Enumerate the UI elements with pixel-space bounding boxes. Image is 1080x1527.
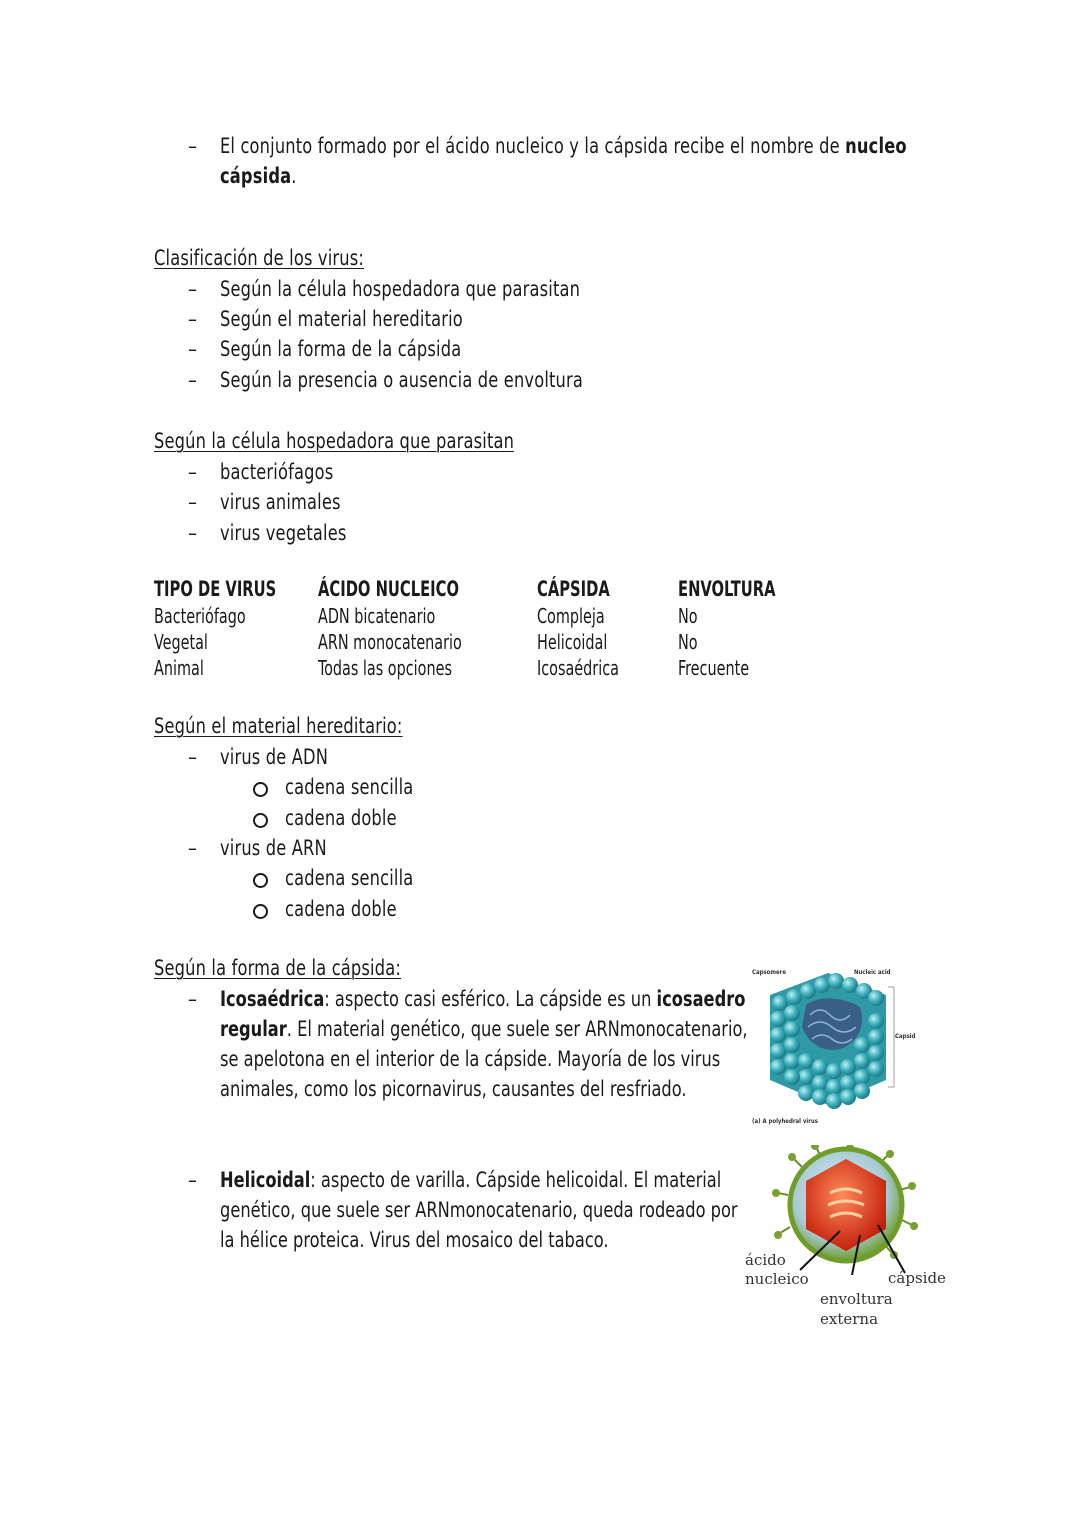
label-envoltura: envoltura xyxy=(820,1290,893,1308)
text: : aspecto casi esférico. La cápside es un xyxy=(324,987,657,1011)
material-heading: Según el material hereditario: xyxy=(154,714,403,738)
table-cell: ARN monocatenario xyxy=(318,630,462,654)
label-capsomere: Capsomere xyxy=(752,969,787,976)
material-subitem: cadena sencilla xyxy=(285,866,414,890)
bullet-dash: – xyxy=(188,307,197,331)
label-externa: externa xyxy=(820,1310,879,1328)
table-header: CÁPSIDA xyxy=(537,577,610,601)
material-subitem: cadena doble xyxy=(285,806,397,830)
bullet-dash: – xyxy=(188,134,197,158)
intro-period: . xyxy=(291,164,297,188)
intro-bold: nucleo xyxy=(845,134,907,158)
intro-paragraph-line2 xyxy=(220,161,297,191)
bullet-dash: – xyxy=(188,337,197,361)
material-subitem: cadena doble xyxy=(285,897,397,921)
bold-term: regular xyxy=(220,1017,287,1041)
table-cell: Icosaédrica xyxy=(537,656,619,680)
bullet-dash: – xyxy=(188,836,197,860)
material-rna: virus de ARN xyxy=(220,836,327,860)
table-cell: Vegetal xyxy=(154,630,208,654)
label-capsid: Capsid xyxy=(895,1033,916,1040)
table-cell: Animal xyxy=(154,656,204,680)
helicoidal-line3: la hélice proteica. Virus del mosaico del tabaco. xyxy=(220,1228,609,1252)
table-cell: Bacteriófago xyxy=(154,604,246,628)
term-helicoidal: Helicoidal xyxy=(220,1168,311,1192)
icosaedrica-line2 xyxy=(220,1014,748,1044)
classification-item: Según la forma de la cápsida xyxy=(220,337,462,361)
classification-item: Según el material hereditario xyxy=(220,307,463,331)
classification-item: Según la presencia o ausencia de envoltura xyxy=(220,368,584,392)
table-cell: Todas las opciones xyxy=(318,656,452,680)
text: . El material genético, que suele ser ARNmonocatenario, xyxy=(286,1017,748,1041)
helicoidal-line1 xyxy=(220,1165,721,1195)
label-nucleico: nucleico xyxy=(745,1270,809,1288)
bullet-dash: – xyxy=(188,745,197,769)
host-item: virus vegetales xyxy=(220,521,347,545)
enveloped-virus-figure xyxy=(740,1145,950,1335)
bold-term: icosaedro xyxy=(656,987,746,1011)
table-cell: Frecuente xyxy=(678,656,750,680)
table-header: TIPO DE VIRUS xyxy=(154,577,277,601)
intro-text: El conjunto formado por el ácido nucleico y la cápsida recibe el nombre de xyxy=(220,134,846,158)
bullet-dash: – xyxy=(188,460,197,484)
bullet-dash: – xyxy=(188,521,197,545)
bullet-dash: – xyxy=(188,1168,197,1192)
bullet-dash: – xyxy=(188,368,197,392)
capsid-heading: Según la forma de la cápsida: xyxy=(154,956,402,980)
icosaedrica-line4: animales, como los picornavirus, causantes del resfriado. xyxy=(220,1077,687,1101)
intro-bold-2: cápsida xyxy=(220,164,292,188)
bullet-circle xyxy=(253,873,268,888)
label-acido: ácido xyxy=(745,1251,786,1269)
bullet-circle xyxy=(253,782,268,797)
bullet-dash: – xyxy=(188,490,197,514)
figure-caption: (a) A polyhedral virus xyxy=(752,1118,818,1125)
polyhedral-virus-illustration xyxy=(748,965,928,1130)
text: : aspecto de varilla. Cápside helicoidal. El material xyxy=(310,1168,722,1192)
table-cell: Compleja xyxy=(537,604,605,628)
bullet-dash: – xyxy=(188,277,197,301)
classification-item: Según la célula hospedadora que parasitan xyxy=(220,277,581,301)
table-cell: Helicoidal xyxy=(537,630,608,654)
bullet-dash: – xyxy=(188,987,197,1011)
material-subitem: cadena sencilla xyxy=(285,775,414,799)
term-icosaedrica: Icosaédrica xyxy=(220,987,325,1011)
bullet-circle xyxy=(253,904,268,919)
host-item: bacteriófagos xyxy=(220,460,334,484)
icosaedrica-line3: se apelotona en el interior de la cápside. Mayoría de los virus xyxy=(220,1047,721,1071)
table-header: ÁCIDO NUCLEICO xyxy=(318,577,459,601)
table-header: ENVOLTURA xyxy=(678,577,776,601)
classification-heading: Clasificación de los virus: xyxy=(154,246,365,270)
helicoidal-line2: genético, que suele ser ARNmonocatenario, queda rodeado por xyxy=(220,1198,738,1222)
intro-paragraph xyxy=(220,131,907,161)
label-capside: cápside xyxy=(888,1269,946,1287)
host-item: virus animales xyxy=(220,490,341,514)
host-heading: Según la célula hospedadora que parasitan xyxy=(154,429,515,453)
table-cell: ADN bicatenario xyxy=(318,604,436,628)
polyhedral-virus-figure xyxy=(748,965,928,1130)
table-cell: No xyxy=(678,630,698,654)
icosaedrica-line1 xyxy=(220,984,745,1014)
table-cell: No xyxy=(678,604,698,628)
material-dna: virus de ADN xyxy=(220,745,329,769)
bullet-circle xyxy=(253,813,268,828)
label-nucleic-acid: Nucleic acid xyxy=(854,969,891,976)
